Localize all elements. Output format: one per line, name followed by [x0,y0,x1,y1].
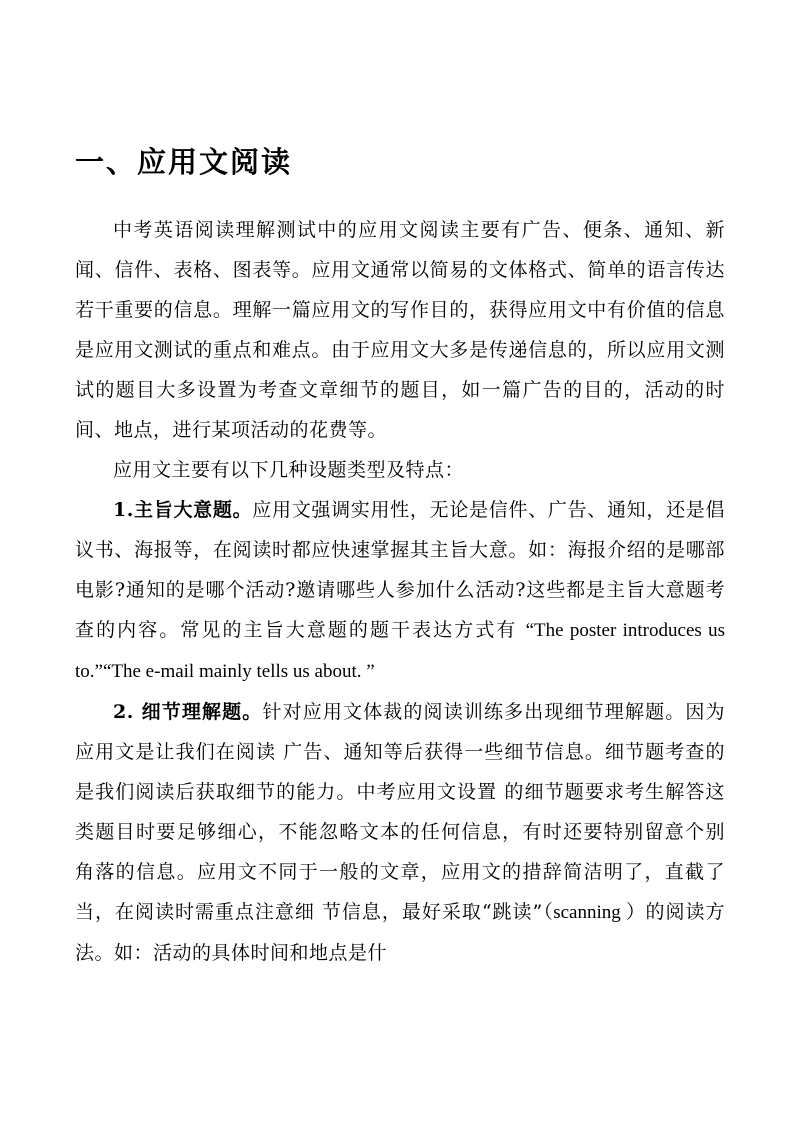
main-idea-english-examples: “The poster introduces us to.”“The e-mail mainly tells us about. ” [75,620,725,682]
main-idea-text: 应用文强调实用性，无论是信件、广告、通知，还是倡议书、海报等，在阅读时都应快速掌握其主旨大意。如：海报介绍的是哪部电影?通知的是哪个活动?邀请哪些人参加什么活动?这些都是主旨大意题考查的内容。常见的主旨大意题的题干表达方式有 [75,499,725,641]
section-title: 一、应用文阅读 [75,145,293,179]
document-body [75,210,725,973]
detail-text: 针对应用文体裁的阅读训练多出现细节理解题。因为应用文是让我们在阅读 广告、通知等后获得一些细节信息。细节题考查的是我们阅读后获取细节的能力。中考应用文设置 的细节题要求考生解答这类题目时要足够细心，不能忽略文本的任何信息，有时还要特别留意个别 角落的信息。应用文不同于一般的文章，应用文的措辞简洁明了，直截了当，在阅读时需重点注意细 节信息，最好采取“跳读” [75,701,725,923]
paragraph-question-types: 应用文主要有以下几种设题类型及特点： [113,459,465,481]
paragraph-detail [75,692,725,973]
paragraph-main-idea [75,490,725,692]
detail-scanning-term: （scanning ） [542,902,646,923]
main-idea-heading: 1.主旨大意题。 [113,499,253,521]
paragraph-intro: 中考英语阅读理解测试中的应用文阅读主要有广告、便条、通知、新闻、信件、表格、图表等。应用文通常以简易的文体格式、简单的语言传达若干重要的信息。理解一篇应用文的写作目的，获得应用文中有价值的信息是应用文测试的重点和难点。由于应用文大多是传递信息的，所以应用文测试的题目大多设置为考查文章细节的题目，如一篇广告的目的，活动的时间、地点，进行某项活动的花费等。 [75,219,725,441]
detail-text-tail: 的阅读方法。如：活动的具体时间和地点是什 [75,901,725,964]
detail-heading: 2. 细节理解题。 [113,701,263,723]
